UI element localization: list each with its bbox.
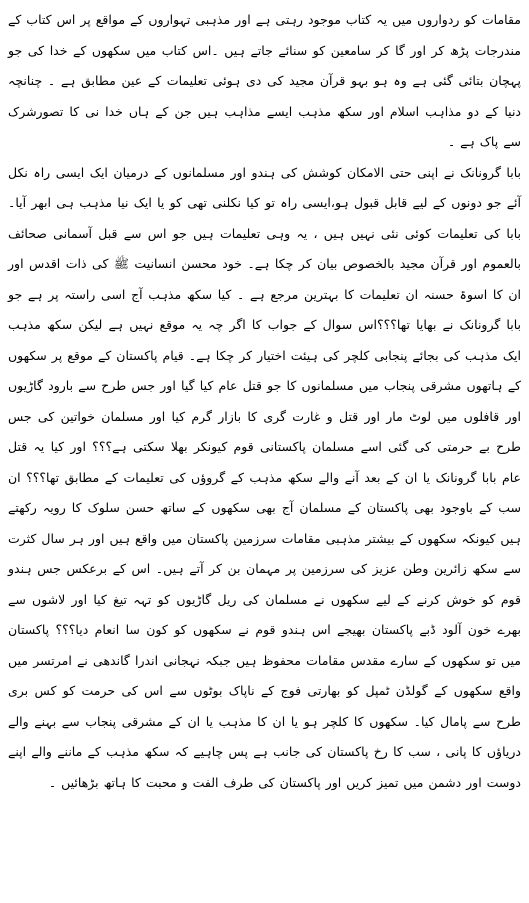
urdu-text-body [8,5,521,798]
paragraph-2: بابا گرونانک نے اپنی حتی الامکان کوشش کی ہندو اور مسلمانوں کے درمیان ایک ایسی راہ نکل آئے جو دونوں کے لیے قابل قبول ہو،ایسی راہ تو کیا نکلنی تھی کو یا ایک نیا مذہب ہی ابھر آیا۔ بابا کی تعلیمات کوئی نئی نہیں ہیں ، یہ وہی تعلیمات ہیں جو اس سے قبل آسمانی صحائف بالعموم اور قرآن مجید بالخصوص بیان کر چکا ہے۔ خود محسن انسانیت ﷺ کی ذات اقدس اور ان کا اسوۃ حسنہ ان تعلیمات کا بہترین مرجع ہے ۔ کیا سکھ مذہب آج اسی راستہ پر ہے جو بابا گرونانک نے بھایا تھا؟؟؟اس سوال کے جواب کا اگر چہ یہ موقع نہیں ہے لیکن سکھ مذہب ایک مذہب کی بجائے پنجابی کلچر کی ہیئت اختیار کر چکا ہے۔ قیام پاکستان کے موقع پر سکھوں کے ہاتھوں مشرقی پنجاب میں مسلمانوں کا جو قتل عام کیا گیا اور جس طرح سے بارود گاڑیوں اور قافلوں میں لوٹ مار اور قتل و غارت گری کا بازار گرم کیا اور مسلمان خواتین کی جس طرح بے حرمتی کی گئی اسے مسلمان پاکستانی قوم کیونکر بھلا سکتی ہے؟؟؟ اور کیا یہ قتل عام بابا گرونانک یا ان کے بعد آنے والے سکھ مذہب کے گروؤں کی تعلیمات کے مطابق تھا؟؟؟ ان سب کے باوجود بھی پاکستان کے مسلمان آج بھی سکھوں کے ساتھ حسن سلوک کا رویہ رکھتے ہیں کیونکہ سکھوں کے بیشتر مذہبی مقامات سرزمین پاکستان میں واقع ہیں اور ہر سال کثرت سے سکھ زائرین وطن عزیز کی سرزمین پر مہمان بن کر آتے ہیں۔ اس کے برعکس جس ہندو قوم کو خوش کرنے کے لیے سکھوں نے مسلمان کی ریل گاڑیوں کو تہہ تیغ کیا اور لاشوں سے بھرے خون آلود ڈبے پاکستان بھیجے اس ہندو قوم نے سکھوں کو کون سا انعام دیا؟؟؟ پاکستان میں تو سکھوں کے سارے مقدس مقامات محفوظ ہیں جبکہ نہجانی اندرا گاندھی نے امرتسر میں واقع سکھوں کے گولڈن ٹمپل کو بھارتی فوج کے ناپاک بوٹوں سے اس کی حرمت کو کس بری طرح سے پامال کیا۔ سکھوں کا کلچر ہو یا ان کا مذہب یا ان کے مشرقی پنجاب سے بہنے والے دریاؤں کا پانی ، سب کا رخ پاکستان کی جانب ہے پس چاہیے کہ سکھ مذہب کے ماننے والے اپنے دوست اور دشمن میں تمیز کریں اور پاکستان کی طرف الفت و محبت کا ہاتھ بڑھائیں ۔ [8,164,521,790]
paragraph-1: مقامات کو ردواروں میں یہ کتاب موجود رہتی ہے اور مذہبی تہواروں کے مواقع پر اس کتاب کے مندرجات پڑھ کر اور گا کر سامعین کو سنائے جاتے ہیں ۔اس کتاب میں سکھوں کے خدا کی جو پہچان بتائی گئی ہے وہ ہو بہو قرآن مجید کی دی ہوئی تعلیمات کے عین مطابق ہے ۔ چنانچہ دنیا کے دو مذاہب اسلام اور سکھ مذہب ایسے مذاہب ہیں جن کے ہاں خدا نی کا تصورشرک سے پاک ہے ۔ [8,12,521,149]
